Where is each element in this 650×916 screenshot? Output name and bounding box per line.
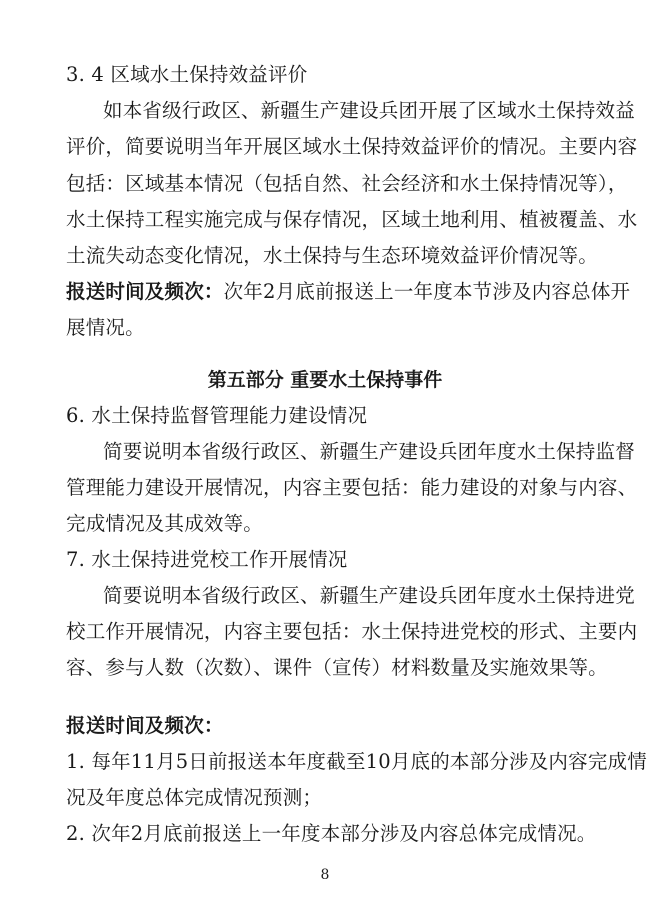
item-6-heading: 6. 水土保持监督管理能力建设情况: [66, 404, 368, 427]
report-frequency-line: [66, 279, 631, 305]
paragraph-line: 校工作开展情况，内容主要包括：水土保持进党校的形式、主要内: [66, 620, 638, 643]
paragraph-line: 如本省级行政区、新疆生产建设兵团开展了区域水土保持效益: [103, 99, 635, 122]
item-7-heading: 7. 水土保持进党校工作开展情况: [66, 548, 348, 571]
report-item-line: 2. 次年2月底前报送上一年度本部分涉及内容总体完成情况。: [66, 822, 597, 845]
report-frequency-continuation: 展情况。: [66, 316, 145, 339]
paragraph-line: 简要说明本省级行政区、新疆生产建设兵团年度水土保持监督: [103, 440, 635, 463]
paragraph-line: 容、参与人数（次数）、课件（宣传）材料数量及实施效果等。: [66, 656, 608, 679]
paragraph-line: 土流失动态变化情况，水土保持与生态环境效益评价情况等。: [66, 244, 598, 267]
report-frequency-text: 次年2月底前报送上一年度本节涉及内容总体开: [223, 280, 631, 303]
paragraph-line: 简要说明本省级行政区、新疆生产建设兵团年度水土保持进党: [103, 584, 635, 607]
report-frequency-label: 报送时间及频次：: [66, 280, 224, 303]
report-frequency-label: 报送时间及频次：: [66, 714, 224, 737]
paragraph-line: 评价，简要说明当年开展区域水土保持效益评价的情况。主要内容: [66, 135, 638, 158]
paragraph-line: 管理能力建设开展情况，内容主要包括：能力建设的对象与内容、: [66, 476, 638, 499]
section-heading-3-4: 3. 4 区域水土保持效益评价: [66, 63, 308, 86]
paragraph-line: 包括：区域基本情况（包括自然、社会经济和水土保持情况等），: [66, 172, 628, 195]
page-number: 8: [320, 867, 330, 883]
part-title: 第五部分 重要水土保持事件: [207, 369, 443, 391]
paragraph-line: 完成情况及其成效等。: [66, 512, 264, 535]
report-item-line: 况及年度总体完成情况预测；: [66, 786, 323, 809]
paragraph-line: 水土保持工程实施完成与保存情况，区域土地利用、植被覆盖、水: [66, 208, 638, 231]
report-item-line: 1. 每年11月5日前报送本年度截至10月底的本部分涉及内容完成情: [66, 750, 647, 773]
